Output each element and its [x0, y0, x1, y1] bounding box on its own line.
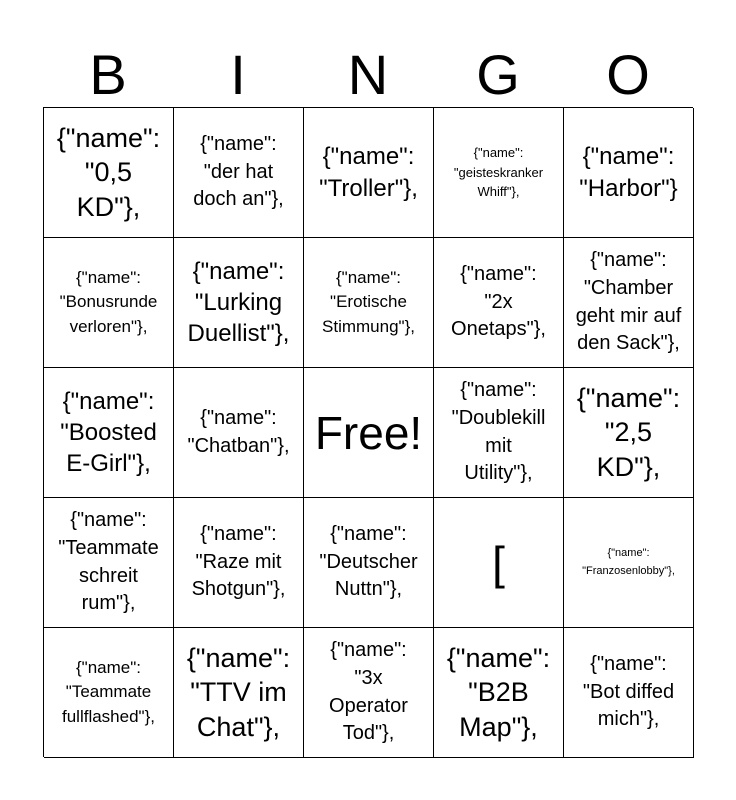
cell-text: {"name": "Chatban"}, [187, 406, 290, 457]
bingo-cell[interactable] [434, 628, 564, 758]
bingo-cell[interactable] [564, 498, 694, 628]
bingo-cell[interactable] [564, 238, 694, 368]
bingo-cell[interactable] [434, 368, 564, 498]
cell-text: [ [492, 536, 505, 589]
cell-text: {"name": "B2B Map"}, [446, 642, 551, 742]
cell-text: {"name": "Franzosenlobby"}, [582, 547, 675, 577]
cell-text: {"name": "Doublekill mit Utility"}, [451, 379, 546, 485]
header-letter-i: I [230, 43, 246, 106]
cell-text: {"name": "Erotische Stimmung"}, [322, 267, 415, 336]
bingo-cell[interactable] [434, 498, 564, 628]
bingo-cell[interactable] [44, 368, 174, 498]
cell-text: {"name": "Harbor"} [579, 143, 678, 202]
cell-text: {"name": "3x Operator Tod"}, [329, 639, 408, 745]
bingo-cell[interactable] [44, 238, 174, 368]
cell-text: {"name": "2,5 KD"}, [576, 382, 681, 482]
cell-text: {"name": "Raze mit Shotgun"}, [191, 523, 286, 601]
bingo-cell[interactable] [174, 368, 304, 498]
bingo-cell[interactable] [304, 238, 434, 368]
header-letter-g: G [476, 43, 520, 106]
bingo-cell[interactable] [304, 498, 434, 628]
bingo-cell[interactable] [174, 108, 304, 238]
bingo-cell[interactable] [434, 108, 564, 238]
cell-text: {"name": "Troller"}, [319, 143, 418, 202]
header-letter-n: N [347, 43, 389, 106]
cell-text: {"name": "Teammate schreit rum"}, [58, 509, 159, 615]
bingo-cell[interactable] [304, 628, 434, 758]
bingo-cell[interactable] [564, 628, 694, 758]
header-letter-b: B [89, 43, 127, 106]
bingo-cell[interactable] [304, 108, 434, 238]
cell-text: {"name": "TTV im Chat"}, [186, 642, 291, 742]
bingo-grid [43, 107, 693, 757]
bingo-cell[interactable] [174, 498, 304, 628]
cell-text: {"name": "Boosted E-Girl"}, [60, 387, 157, 478]
bingo-cell[interactable] [174, 628, 304, 758]
cell-text: {"name": "Chamber geht mir auf den Sack"}, [575, 249, 682, 355]
bingo-cell[interactable] [434, 238, 564, 368]
cell-text: {"name": "0,5 KD"}, [56, 122, 161, 222]
header-letter-o: O [606, 43, 650, 106]
free-text: Free! [314, 406, 423, 459]
cell-text: {"name": "2x Onetaps"}, [451, 263, 546, 341]
cell-text: {"name": "Bot diffed mich"}, [582, 653, 675, 731]
bingo-header [43, 45, 693, 105]
bingo-cell[interactable] [44, 108, 174, 238]
bingo-cell[interactable] [174, 238, 304, 368]
free-cell[interactable] [304, 368, 434, 498]
cell-text: {"name": "geisteskranker Whiff"}, [453, 145, 544, 200]
cell-text: {"name": "Deutscher Nuttn"}, [319, 523, 418, 601]
bingo-cell[interactable] [44, 498, 174, 628]
cell-text: {"name": "der hat doch an"}, [193, 133, 284, 211]
bingo-cell[interactable] [44, 628, 174, 758]
cell-text: {"name": "Bonusrunde verloren"}, [59, 267, 158, 336]
bingo-cell[interactable] [564, 368, 694, 498]
bingo-cell[interactable] [564, 108, 694, 238]
cell-text: {"name": "Lurking Duellist"}, [187, 257, 290, 348]
cell-text: {"name": "Teammate fullflashed"}, [62, 657, 155, 726]
